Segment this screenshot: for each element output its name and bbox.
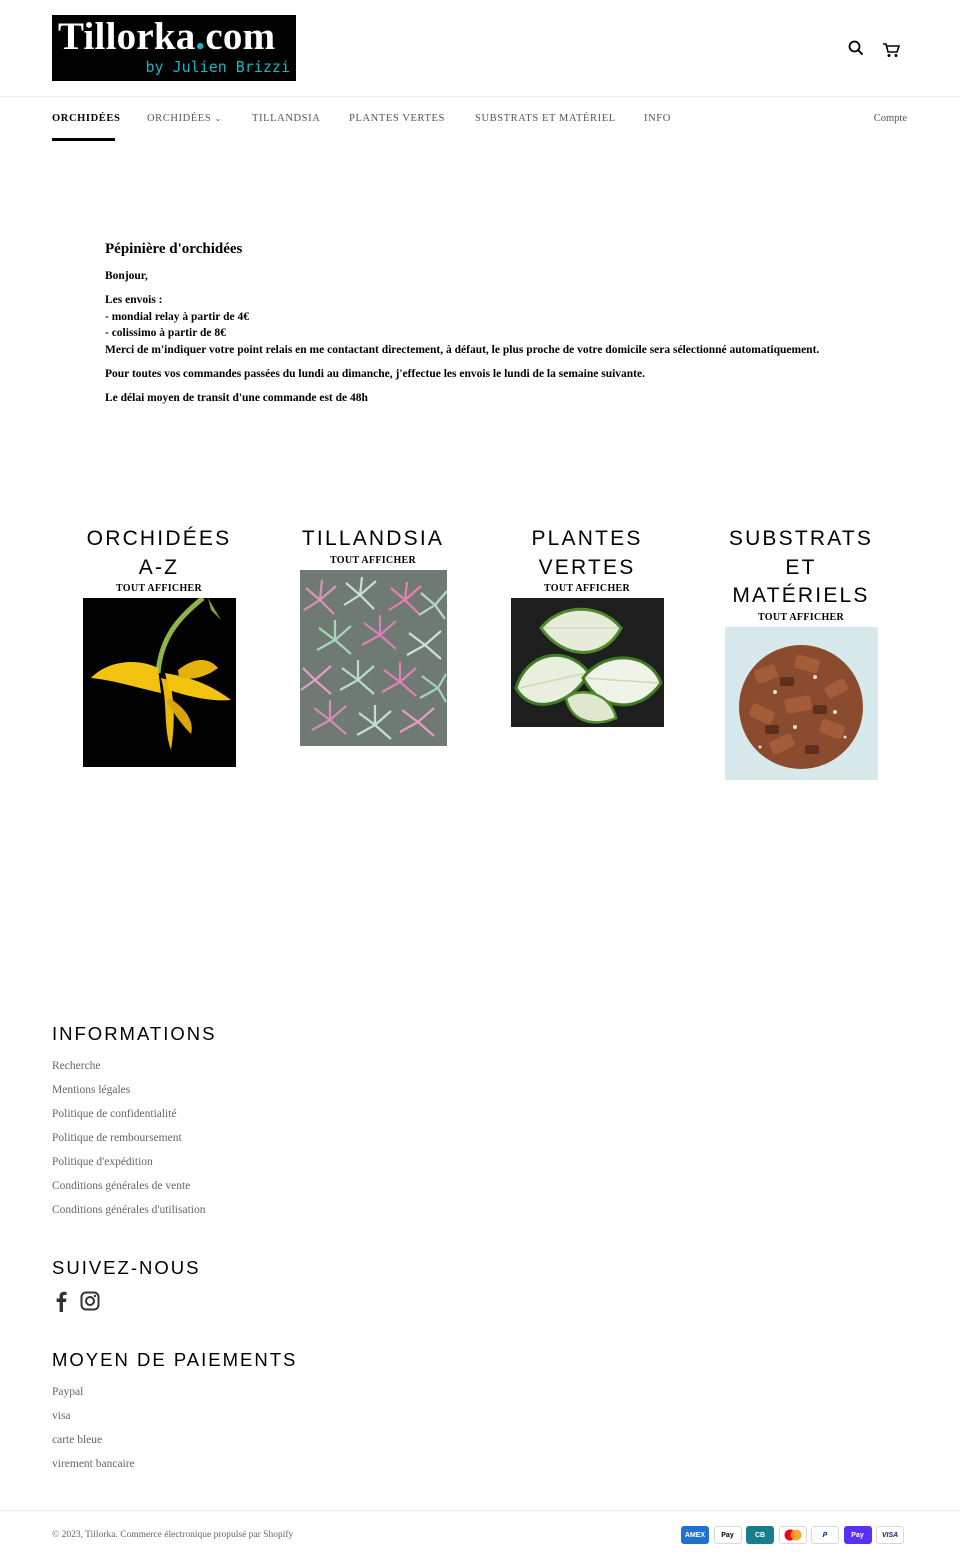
collection-tillandsia[interactable] xyxy=(273,525,473,746)
intro-section xyxy=(105,240,905,414)
footer-link[interactable]: Politique d'expédition xyxy=(52,1156,153,1168)
plant-image[interactable] xyxy=(511,598,664,727)
footer-divider xyxy=(0,1510,960,1511)
apple-pay-icon: Pay xyxy=(714,1526,742,1544)
footer-payment-title: MOYEN DE PAIEMENTS xyxy=(52,1349,298,1370)
site-logo[interactable] xyxy=(52,15,296,81)
nav-item-substrats[interactable]: SUBSTRATS ET MATÉRIEL xyxy=(475,113,616,124)
tillandsia-image[interactable] xyxy=(300,570,447,746)
mastercard-icon xyxy=(779,1526,807,1544)
payment-icons xyxy=(681,1526,904,1544)
view-all-link[interactable]: TOUT AFFICHER xyxy=(543,583,631,594)
orders-info: Pour toutes vos commandes passées du lundi au dimanche, j'effectue les envois le lundi de la semaine suivante. xyxy=(105,367,645,380)
main-navigation xyxy=(0,98,960,142)
social-links xyxy=(52,1290,98,1312)
footer-link[interactable]: Politique de confidentialité xyxy=(52,1108,177,1120)
nav-item-info[interactable]: INFO xyxy=(644,113,671,124)
collection-orchidees[interactable] xyxy=(59,525,259,767)
nav-item-label: ORCHIDÉES xyxy=(147,113,212,124)
nav-item-plantes-vertes[interactable]: PLANTES VERTES xyxy=(349,113,445,124)
nav-item-orchidees-dropdown[interactable] xyxy=(147,112,222,126)
view-all-link[interactable]: TOUT AFFICHER xyxy=(329,554,417,566)
chevron-down-icon: ⌄ xyxy=(214,114,222,123)
search-icon[interactable] xyxy=(846,38,866,58)
site-header xyxy=(0,0,960,97)
shipping-line: Les envois : xyxy=(105,294,163,306)
substrate-image[interactable] xyxy=(725,627,878,780)
shipping-line: - colissimo à partir de 8€ xyxy=(105,327,226,339)
footer-link[interactable]: visa xyxy=(52,1410,71,1422)
active-nav-indicator xyxy=(52,138,115,141)
logo-tagline: by Julien Brizzi xyxy=(145,58,290,76)
view-all-link[interactable]: TOUT AFFICHER xyxy=(757,611,845,623)
shipping-line: Merci de m'indiquer votre point relais en me contactant directement, à défaut, le plus proche de votre domicile sera sélectionné automatiquement. xyxy=(105,343,820,356)
footer-link[interactable]: Recherche xyxy=(52,1060,101,1072)
nav-item-orchidees[interactable]: ORCHIDÉES xyxy=(52,113,121,124)
account-link[interactable]: Compte xyxy=(873,113,907,124)
footer-link[interactable]: Politique de remboursement xyxy=(52,1132,182,1144)
page-title: Pépinière d'orchidées xyxy=(105,241,243,257)
collection-title: SUBSTRATS ET MATÉRIELS xyxy=(728,527,874,607)
visa-icon: VISA xyxy=(876,1526,904,1544)
shipping-info xyxy=(105,292,905,358)
footer-info-links xyxy=(52,1054,205,1222)
instagram-icon[interactable] xyxy=(80,1290,98,1312)
orchid-image[interactable] xyxy=(83,598,236,767)
collection-title: ORCHIDÉES A-Z xyxy=(86,527,232,579)
footer-link[interactable]: Mentions légales xyxy=(52,1084,131,1096)
cartes-bancaires-icon: CB xyxy=(746,1526,774,1544)
footer-link[interactable]: virement bancaire xyxy=(52,1458,135,1470)
paypal-icon: P xyxy=(811,1526,839,1544)
logo-wordmark: Tillorka.com xyxy=(58,15,276,58)
cart-icon[interactable] xyxy=(881,40,901,60)
intro-greeting: Bonjour, xyxy=(105,270,148,282)
collection-plantes-vertes[interactable] xyxy=(487,525,687,727)
footer-payment-links xyxy=(52,1380,135,1476)
collection-title: PLANTES VERTES xyxy=(531,527,643,579)
footer-link[interactable]: carte bleue xyxy=(52,1434,103,1446)
footer-link[interactable]: Paypal xyxy=(52,1386,84,1398)
collection-title: TILLANDSIA xyxy=(301,527,445,550)
footer-info-title: INFORMATIONS xyxy=(52,1023,217,1044)
shipping-line: - mondial relay à partir de 4€ xyxy=(105,310,249,323)
footer-link[interactable]: Conditions générales de vente xyxy=(52,1180,191,1192)
view-all-link[interactable]: TOUT AFFICHER xyxy=(115,583,203,594)
footer-follow-title: SUIVEZ-NOUS xyxy=(52,1257,201,1278)
copyright: © 2023, Tillorka. Commerce électronique propulsé par Shopify xyxy=(52,1530,294,1540)
shop-pay-icon: Pay xyxy=(844,1526,872,1544)
amex-icon: AMEX xyxy=(681,1526,709,1544)
footer-link[interactable]: Conditions générales d'utilisation xyxy=(52,1204,206,1216)
collection-substrats[interactable] xyxy=(701,525,901,780)
nav-item-tillandsia[interactable]: TILLANDSIA xyxy=(252,113,321,124)
facebook-icon[interactable] xyxy=(52,1290,70,1312)
transit-info: Le délai moyen de transit d'une commande est de 48h xyxy=(105,391,368,404)
